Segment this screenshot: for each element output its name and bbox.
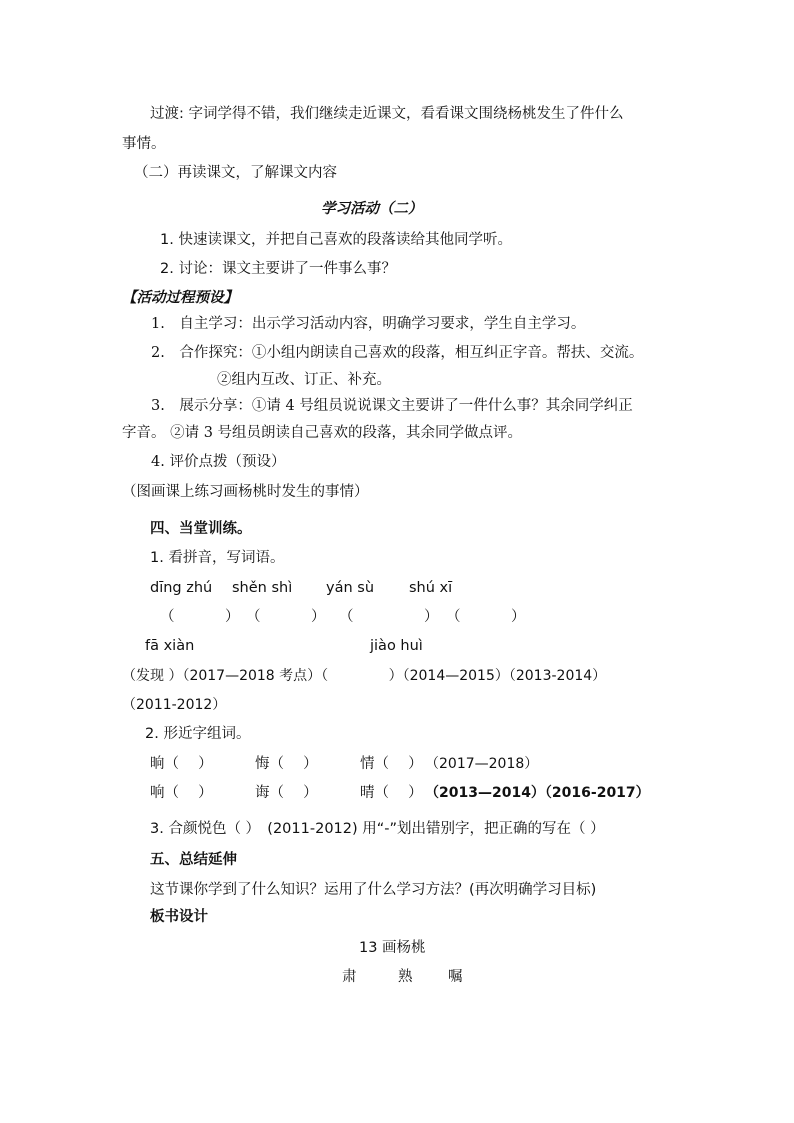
answer-line-2: （2011-2012）	[122, 697, 227, 713]
task-1: 1. 快速读课文，并把自己喜欢的段落读给其他同学听。	[160, 232, 512, 248]
bracket: （	[339, 609, 354, 625]
year-note: （2017—2018）	[425, 756, 539, 772]
section-2-title: （二）再读课文，了解课文内容	[134, 165, 337, 181]
pinyin-item: dīng zhú	[150, 580, 213, 596]
pinyin-item: shěn shì	[232, 580, 293, 596]
step-2: 2. 合作探究：①小组内朗读自己喜欢的段落，相互纠正字音。帮扶、交流。	[151, 345, 644, 361]
year-note: （2013—2014）（2016-2017）	[425, 785, 650, 801]
word-item: 响（ ）	[150, 785, 213, 801]
exercise-1-title: 1. 看拼音，写词语。	[150, 550, 285, 566]
bracket: ）	[311, 609, 326, 625]
exercise-2-title: 2. 形近字组词。	[145, 726, 251, 742]
step-4-note: （图画课上练习画杨桃时发生的事情）	[122, 484, 369, 500]
board-design-title: 板书设计	[150, 909, 208, 925]
word-item: 晴（ ）	[360, 785, 423, 801]
step-4: 4. 评价点拨（预设）	[151, 454, 286, 470]
word-item: 诲（ ）	[255, 785, 318, 801]
board-heading: 13 画杨桃	[359, 940, 426, 956]
bracket: ）	[225, 609, 240, 625]
bracket: （	[446, 609, 461, 625]
activity-title: 学习活动（二）	[321, 200, 423, 217]
pinyin-item: shú xī	[409, 580, 453, 596]
transition-line-2: 事情。	[122, 136, 166, 152]
word-item: 情（ ）	[360, 756, 423, 772]
answer-line-1: （发现 ）（2017—2018 考点）（ ）（2014—2015）（2013-2014）	[122, 668, 607, 684]
bracket: ）	[424, 609, 439, 625]
task-2: 2. 讨论：课文主要讲了一件事么事？	[160, 261, 396, 277]
word-item: 晌（ ）	[150, 756, 213, 772]
section-4-title: 四、当堂训练。	[150, 521, 252, 537]
word-item: 悔（ ）	[255, 756, 318, 772]
step-3-line-2: 字音。 ②请 3 号组员朗读自己喜欢的段落，其余同学做点评。	[122, 425, 523, 441]
step-3-line-1: 3. 展示分享：①请 4 号组员说说课文主要讲了一件什么事？其余同学纠正	[151, 398, 633, 414]
summary-text: 这节课你学到了什么知识？运用了什么学习方法？(再次明确学习目标)	[150, 882, 597, 898]
step-1: 1. 自主学习：出示学习活动内容，明确学习要求，学生自主学习。	[151, 316, 586, 332]
board-word: 熟	[398, 969, 413, 985]
exercise-3: 3. 合颜悦色（ ） (2011-2012) 用“-”划出错别字，把正确的写在（ ）	[150, 821, 605, 837]
transition-line-1: 过渡: 字词学得不错，我们继续走近课文，看看课文围绕杨桃发生了件什么	[150, 106, 624, 122]
bracket: ）	[511, 609, 526, 625]
board-word: 肃	[342, 969, 357, 985]
section-5-title: 五、总结延伸	[150, 852, 237, 868]
step-2b: ②组内互改、订正、补充。	[217, 372, 391, 388]
board-word: 嘱	[448, 969, 463, 985]
preset-title: 【活动过程预设】	[122, 289, 238, 306]
pinyin-item: fā xiàn	[145, 638, 195, 654]
pinyin-item: jiào huì	[370, 638, 423, 654]
bracket: （	[160, 609, 175, 625]
bracket: （	[246, 609, 261, 625]
pinyin-item: yán sù	[326, 580, 375, 596]
